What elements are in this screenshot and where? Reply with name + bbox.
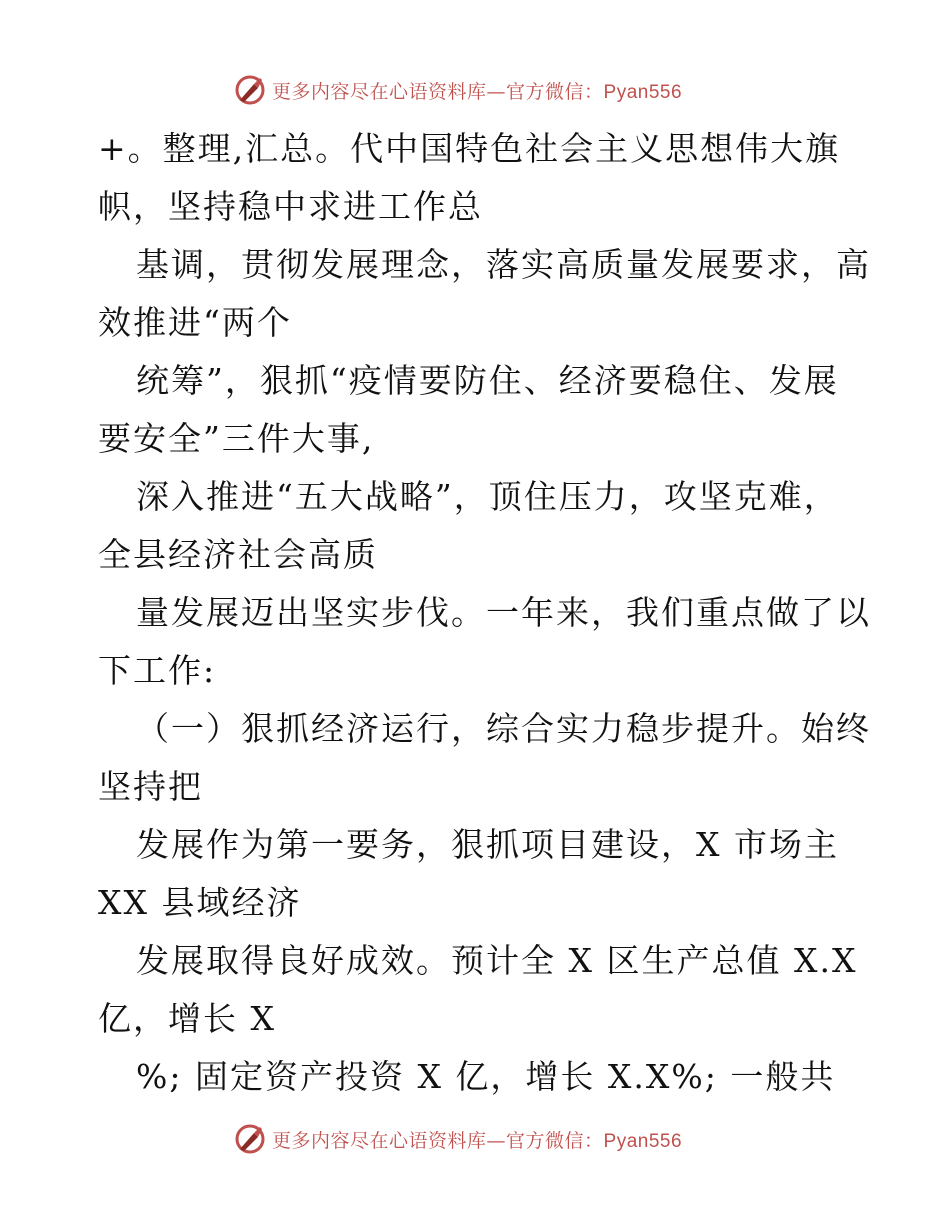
watermark-official-label: 官方微信： xyxy=(506,1129,604,1152)
text-line: 亿，增长 X xyxy=(98,999,276,1038)
document-body xyxy=(98,120,871,1106)
watermark-site-name: 更多内容尽在心语资料库 xyxy=(272,80,487,103)
text-line: 效推进“两个 xyxy=(98,303,292,342)
text-line: %; 固定资产投资 X 亿，增长 X.X%; 一般共 xyxy=(136,1057,836,1096)
text-line: 深入推进“五大战略”，顶住压力，攻坚克难， xyxy=(136,477,839,516)
text-line: 发展作为第一要务，狠抓项目建设，X 市场主 xyxy=(136,825,839,864)
text-line: 坚持把 xyxy=(98,767,203,806)
text-line: 要安全”三件大事, xyxy=(98,419,375,458)
watermark-wechat-id: Pyan556 xyxy=(603,81,683,103)
watermark-wechat-id: Pyan556 xyxy=(603,1130,683,1152)
watermark-dash: — xyxy=(486,1129,507,1152)
text-line: 统筹”，狠抓“疫情要防住、经济要稳住、发展 xyxy=(136,361,839,400)
text-line: 帜，坚持稳中求进工作总 xyxy=(98,187,483,226)
text-line: 量发展迈出坚实步伐。一年来，我们重点做了以 xyxy=(136,593,871,632)
text-line: 下工作: xyxy=(98,651,217,690)
watermark-text xyxy=(272,1126,682,1153)
text-line: 基调，贯彻发展理念，落实高质量发展要求，高 xyxy=(136,245,871,284)
watermark-dash: — xyxy=(486,80,507,103)
watermark-site-name: 更多内容尽在心语资料库 xyxy=(272,1129,487,1152)
text-line: （一）狠抓经济运行，综合实力稳步提升。始终 xyxy=(136,709,871,748)
text-line: +。整理,汇总。代中国特色社会主义思想伟大旗 xyxy=(98,129,841,168)
text-line: 全县经济社会高质 xyxy=(98,535,378,574)
pen-logo-icon xyxy=(234,74,266,106)
text-line: 发展取得良好成效。预计全 X 区生产总值 X.X xyxy=(136,941,858,980)
watermark-official-label: 官方微信： xyxy=(506,80,604,103)
pen-logo-icon xyxy=(234,1123,266,1155)
watermark-text xyxy=(272,77,682,104)
footer-watermark xyxy=(234,1121,714,1157)
header-watermark xyxy=(234,72,714,108)
text-line: XX 县域经济 xyxy=(98,883,302,922)
